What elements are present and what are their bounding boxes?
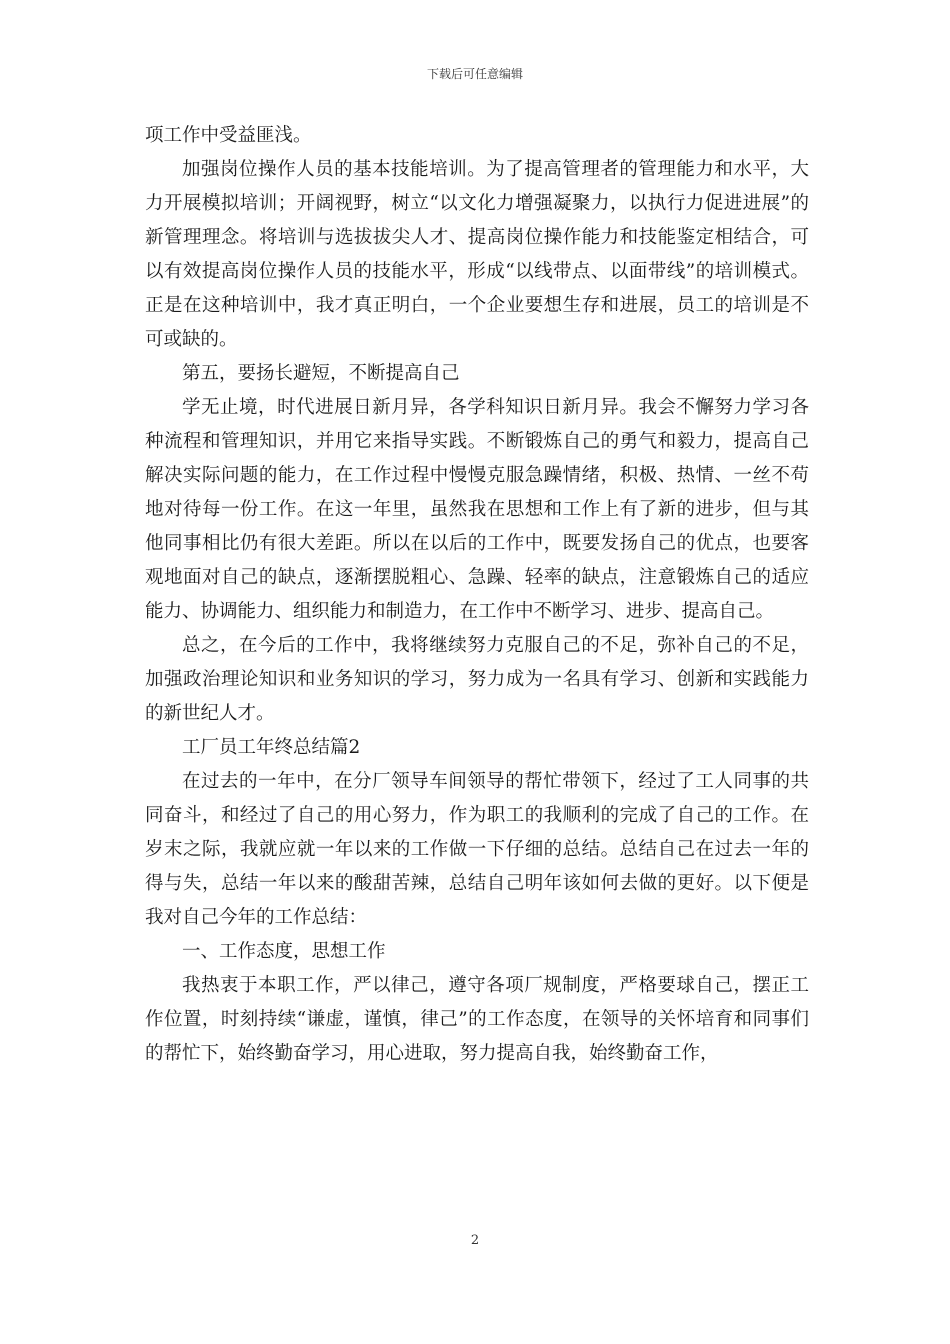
- paragraph-6: 我热衷于本职工作，严以律己，遵守各项厂规制度，严格要球自己，摆正工作位置，时刻持续“谦虚，谨慎，律己”的工作态度，在领导的关怀培育和同事们的帮忙下，始终勤奋学习，用心进取，努力提高自我，始终勤奋工作，: [145, 975, 809, 1064]
- paragraph-1: 项工作中受益匪浅。: [145, 125, 312, 146]
- section-heading-1: 一、工作态度，思想工作: [182, 941, 386, 962]
- page-number: 2: [470, 1233, 480, 1248]
- article-title-2: 工厂员工年终总结篇2: [182, 737, 361, 758]
- section-heading-5: 第五，要扬长避短，不断提高自己: [182, 363, 460, 384]
- paragraph-5: 在过去的一年中，在分厂领导车间领导的帮忙带领下，经过了工人同事的共同奋斗，和经过了自己的用心努力，作为职工的我顺利的完成了自己的工作。在岁末之际，我就应就一年以来的工作做一下仔细的总结。总结自己在过去一年的得与失，总结一年以来的酸甜苦辣，总结自己明年该如何去做的更好。以下便是我对自己今年的工作总结：: [145, 771, 809, 928]
- paragraph-3: 学无止境，时代进展日新月异，各学科知识日新月异。我会不懈努力学习各种流程和管理知识，并用它来指导实践。不断锻炼自己的勇气和毅力，提高自己解决实际问题的能力，在工作过程中慢慢克服急躁情绪，积极、热情、一丝不苟地对待每一份工作。在这一年里，虽然我在思想和工作上有了新的进步，但与其他同事相比仍有很大差距。所以在以后的工作中，既要发扬自己的优点，也要客观地面对自己的缺点，逐渐摆脱粗心、急躁、轻率的缺点，注意锻炼自己的适应能力、协调能力、组织能力和制造力，在工作中不断学习、进步、提高自己。: [145, 397, 809, 622]
- document-body: [145, 119, 809, 1071]
- paragraph-2: 加强岗位操作人员的基本技能培训。为了提高管理者的管理能力和水平，大力开展模拟培训；开阔视野，树立“以文化力增强凝聚力，以执行力促进进展”的新管理理念。将培训与选拔拔尖人才、提高岗位操作能力和技能鉴定相结合，可以有效提高岗位操作人员的技能水平，形成“以线带点、以面带线”的培训模式。正是在这种培训中，我才真正明白，一个企业要想生存和进展，员工的培训是不可或缺的。: [145, 159, 809, 350]
- page-header: 下载后可任意编辑: [426, 67, 523, 81]
- paragraph-4: 总之，在今后的工作中，我将继续努力克服自己的不足，弥补自己的不足，加强政治理论知识和业务知识的学习，努力成为一名具有学习、创新和实践能力的新世纪人才。: [145, 635, 809, 724]
